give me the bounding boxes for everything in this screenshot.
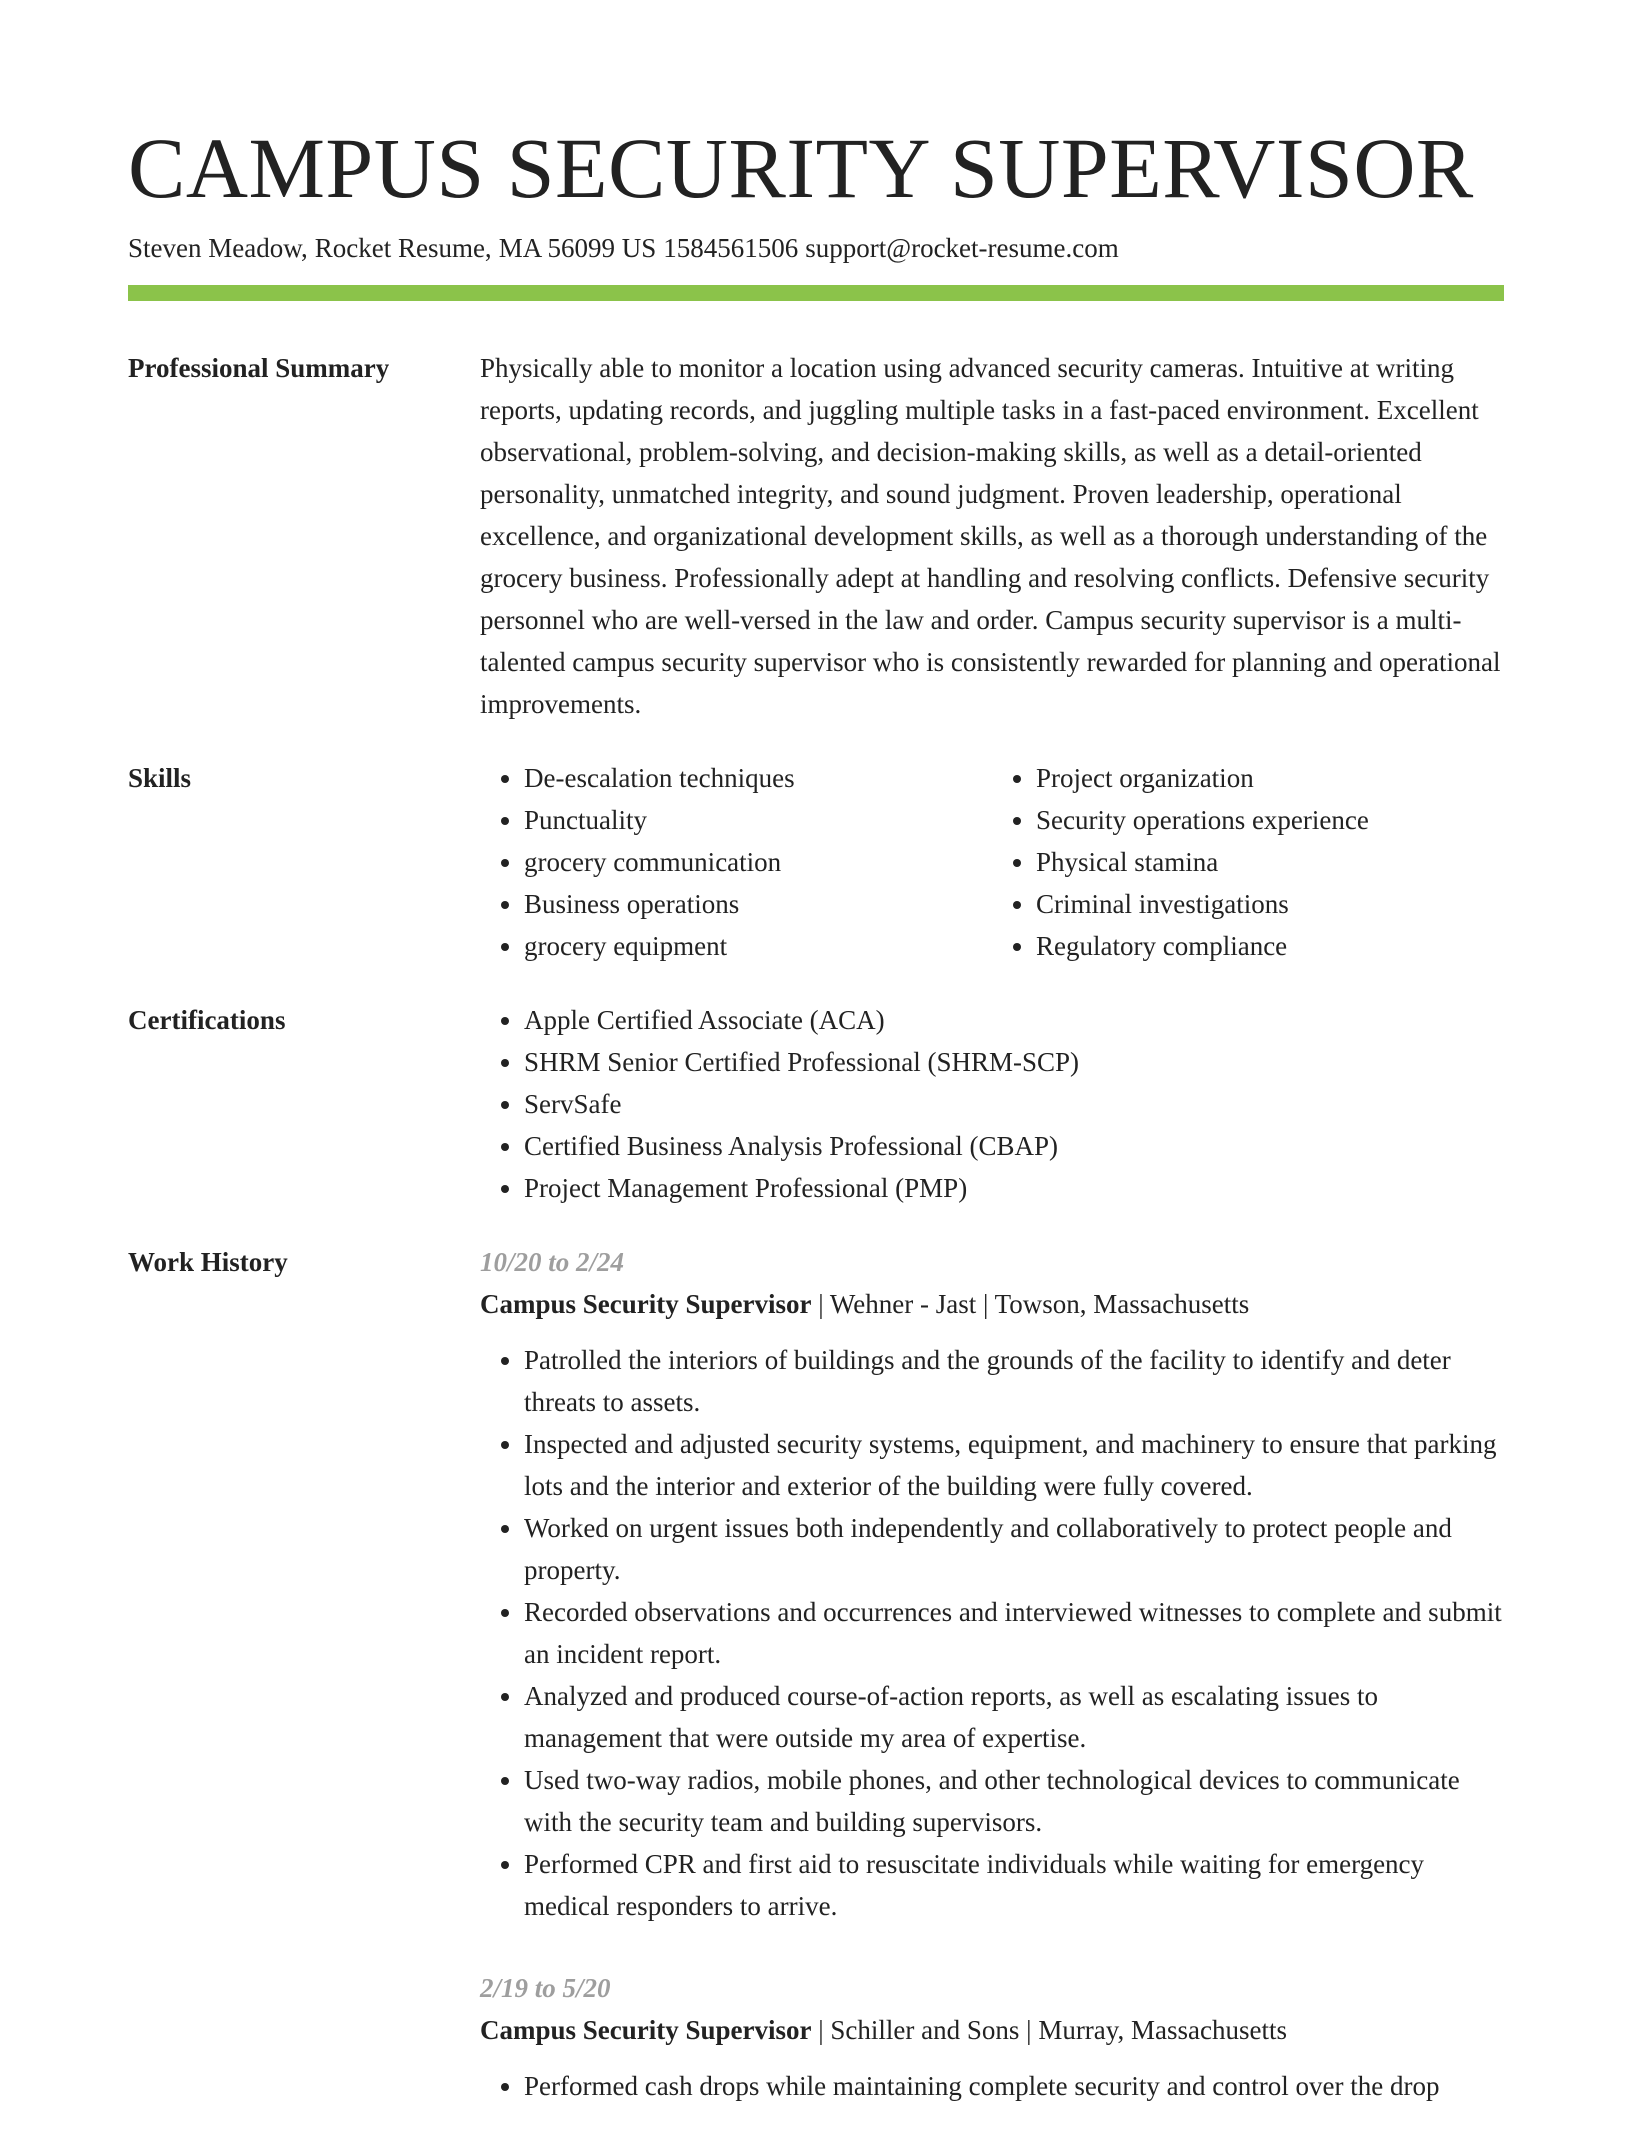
skills-list-left bbox=[480, 757, 992, 967]
summary-body bbox=[480, 347, 1504, 725]
contact-location: MA 56099 US bbox=[498, 233, 657, 263]
section-title-skills: Skills bbox=[128, 763, 192, 793]
job-bullet: • Patrolled the interiors of buildings and the grounds of the facility to identify and deter threats to assets. bbox=[524, 1339, 1504, 1423]
skill-item: • Physical stamina bbox=[1036, 841, 1504, 883]
skills-body bbox=[480, 757, 1504, 967]
skill-item: • Punctuality bbox=[524, 799, 992, 841]
job-title: Campus Security Supervisor bbox=[480, 1289, 812, 1319]
header-divider bbox=[128, 285, 1504, 301]
skill-item: • grocery communication bbox=[524, 841, 992, 883]
job-heading bbox=[480, 2009, 1504, 2051]
certifications-body bbox=[480, 999, 1504, 1209]
section-title-certifications: Certifications bbox=[128, 1005, 286, 1035]
skill-item: • Criminal investigations bbox=[1036, 883, 1504, 925]
certification-item: • ServSafe bbox=[524, 1083, 1504, 1125]
certification-item: • Apple Certified Associate (ACA) bbox=[524, 999, 1504, 1041]
job-bullet: • Worked on urgent issues both independently and collaboratively to protect people and property. bbox=[524, 1507, 1504, 1591]
skill-item: • Security operations experience bbox=[1036, 799, 1504, 841]
skills-grid bbox=[480, 757, 1504, 967]
contact-company: Rocket Resume, bbox=[314, 233, 492, 263]
job-dates: 10/20 to 2/24 bbox=[480, 1247, 625, 1277]
job-entry bbox=[480, 1241, 1504, 1927]
skill-item: • De-escalation techniques bbox=[524, 757, 992, 799]
skill-item: • grocery equipment bbox=[524, 925, 992, 967]
job-bullets bbox=[480, 2065, 1504, 2107]
skill-item: • Regulatory compliance bbox=[1036, 925, 1504, 967]
job-bullet: • Analyzed and produced course-of-action reports, as well as escalating issues to management that were outside my area of expertise. bbox=[524, 1675, 1504, 1759]
job-bullet: • Inspected and adjusted security systems, equipment, and machinery to ensure that parking lots and the interior and exterior of the building were fully covered. bbox=[524, 1423, 1504, 1507]
work-history-body bbox=[480, 1241, 1504, 2147]
job-company-location: | Schiller and Sons | Murray, Massachusetts bbox=[811, 2015, 1288, 2045]
job-bullet: • Used two-way radios, mobile phones, and other technological devices to communicate with the security team and building supervisors. bbox=[524, 1759, 1504, 1843]
certification-item: • SHRM Senior Certified Professional (SHRM-SCP) bbox=[524, 1041, 1504, 1083]
job-company-location: | Wehner - Jast | Towson, Massachusetts bbox=[811, 1289, 1250, 1319]
section-title-summary: Professional Summary bbox=[128, 353, 390, 383]
certification-item: • Certified Business Analysis Professional (CBAP) bbox=[524, 1125, 1504, 1167]
job-bullet: • Performed CPR and first aid to resuscitate individuals while waiting for emergency medical responders to arrive. bbox=[524, 1843, 1504, 1927]
job-dates: 2/19 to 5/20 bbox=[480, 1973, 611, 2003]
skill-item: • Business operations bbox=[524, 883, 992, 925]
job-entry bbox=[480, 1967, 1504, 2107]
resume-name: CAMPUS SECURITY SUPERVISOR bbox=[128, 120, 1474, 216]
job-bullet: • Recorded observations and occurrences and interviewed witnesses to complete and submit an incident report. bbox=[524, 1591, 1504, 1675]
section-title-work-history: Work History bbox=[128, 1247, 288, 1277]
job-bullets bbox=[480, 1339, 1504, 1927]
contact-email[interactable]: support@rocket-resume.com bbox=[805, 233, 1119, 263]
summary-text: Physically able to monitor a location using advanced security cameras. Intuitive at writing reports, updating records, and juggling multiple tasks in a fast-paced environment. Excellent observational, problem-solving, and decision-making skills, as well as a detail-oriented personality, unmatched integrity, and sound judgment. Proven leadership, operational excellence, and organizational development skills, as well as a thorough understanding of the grocery business. Professionally adept at handling and resolving conflicts. Defensive security personnel who are well-versed in the law and order. Campus security supervisor is a multi-talented campus security supervisor who is consistently rewarded for planning and operational improvements. bbox=[480, 353, 1501, 719]
contact-person: Steven Meadow, bbox=[128, 233, 308, 263]
skill-item: • Project organization bbox=[1036, 757, 1504, 799]
contact-phone: 1584561506 bbox=[663, 233, 799, 263]
skills-list-right bbox=[992, 757, 1504, 967]
job-title: Campus Security Supervisor bbox=[480, 2015, 812, 2045]
job-bullet: • Performed cash drops while maintaining complete security and control over the drop bbox=[524, 2065, 1504, 2107]
contact-line bbox=[128, 230, 1126, 266]
job-heading bbox=[480, 1283, 1504, 1325]
certifications-list bbox=[480, 999, 1504, 1209]
certification-item: • Project Management Professional (PMP) bbox=[524, 1167, 1504, 1209]
